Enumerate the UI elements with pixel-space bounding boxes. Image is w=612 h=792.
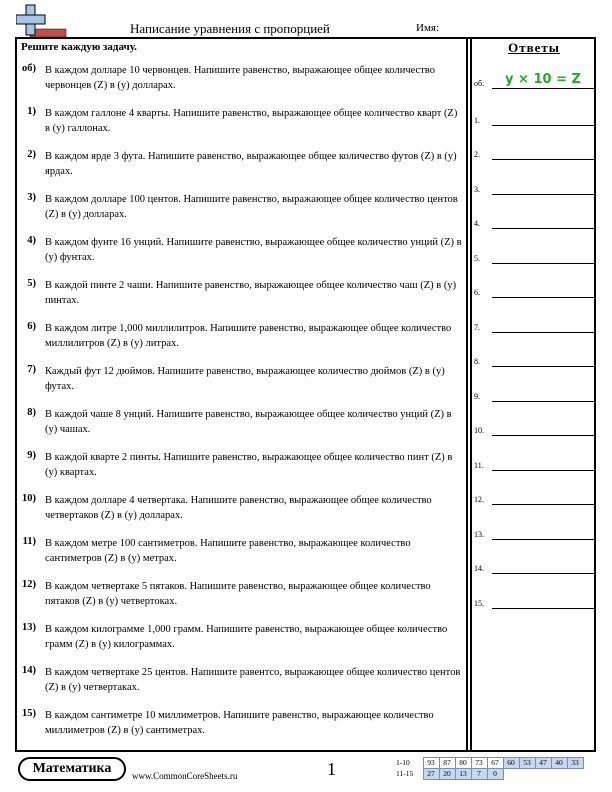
problem-number: 9)	[27, 450, 36, 461]
problem-text: В каждом долларе 4 четвертака. Напишите равенство, выражающее общее количество четвертаков (Z) в (y) долларах.	[45, 495, 432, 521]
score-row	[396, 769, 583, 780]
answer-line	[492, 88, 594, 89]
score-cell: 60	[503, 758, 519, 769]
score-cell: 20	[439, 769, 455, 780]
answer-label: 14.	[474, 564, 484, 573]
answer-label: 10.	[474, 426, 484, 435]
problem-item	[18, 192, 466, 228]
problem-number: 6)	[27, 321, 36, 332]
answer-example-label: об.	[474, 79, 485, 88]
answer-row	[474, 388, 594, 402]
problem-item	[18, 536, 466, 572]
answer-row	[474, 457, 594, 471]
problem-number: об)	[22, 63, 36, 74]
answer-label: 11.	[474, 461, 484, 470]
answer-blank[interactable]	[492, 125, 594, 126]
answer-row	[474, 215, 594, 229]
answer-blank[interactable]	[492, 470, 594, 471]
score-cell: 47	[535, 758, 551, 769]
problem-number: 4)	[27, 235, 36, 246]
answer-row	[474, 250, 594, 264]
problem-item	[18, 235, 466, 271]
problem-text: В каждом килограмме 1,000 грамм. Напишите равенство, выражающее общее количество грамм (Z) в (y) килограммах.	[45, 624, 448, 650]
answer-label: 6.	[474, 288, 480, 297]
problem-number: 5)	[27, 278, 36, 289]
problem-number: 15)	[22, 708, 36, 719]
answer-label: 12.	[474, 495, 484, 504]
answer-blank[interactable]	[492, 539, 594, 540]
problem-text: В каждом четвертаке 25 центов. Напишите равентсо, выражающее общее количество центов (Z) в (y) четвертаках.	[45, 667, 461, 693]
problem-text: В каждом четвертаке 5 пятаков. Напишите равенство, выражающее общее количество пятаков (Z) в (y) четвертоках.	[45, 581, 431, 607]
problem-item	[18, 364, 466, 400]
name-label: Имя:	[416, 22, 440, 34]
page-title: Написание уравнения с пропорцией	[130, 21, 330, 36]
score-cell: 73	[471, 758, 487, 769]
answer-blank[interactable]	[492, 608, 594, 609]
problem-item	[18, 278, 466, 314]
score-cell: 53	[519, 758, 535, 769]
problem-item	[18, 665, 466, 701]
problem-text: В каждом фунте 16 унций. Напишите равенство, выражающее общее количество унций (Z) в (y) фунтах.	[45, 237, 462, 263]
problem-number: 8)	[27, 407, 36, 418]
page-number: 1	[327, 759, 336, 779]
score-table	[396, 757, 584, 780]
answer-label: 9.	[474, 392, 480, 401]
problem-number: 3)	[27, 192, 36, 203]
answer-row	[474, 422, 594, 436]
problem-text: В каждом ярде 3 фута. Напишите равенство, выражающее общее количество футов (Z) в (y) ярдах.	[45, 151, 457, 177]
score-cell: 40	[551, 758, 567, 769]
score-cell: 87	[439, 758, 455, 769]
answer-label: 2.	[474, 150, 480, 159]
answer-row	[474, 181, 594, 195]
score-cell: 7	[471, 769, 487, 780]
answer-blank[interactable]	[492, 504, 594, 505]
problem-item	[18, 622, 466, 658]
answer-label: 3.	[474, 185, 480, 194]
problem-item	[18, 708, 466, 744]
problem-text: В каждой пинте 2 чаши. Напишите равенство, выражающее общее количество чаш (Z) в (y) пинтах.	[45, 280, 457, 306]
plus-logo-icon	[16, 4, 70, 38]
problem-item	[18, 579, 466, 615]
problem-text: В каждом галлоне 4 кварты. Напишите равенство, выражающее общее количество кварт (Z) в (y) галлонах.	[45, 108, 458, 134]
problem-item	[18, 106, 466, 142]
answers-title: Ответы	[508, 40, 560, 55]
subject-badge: Математика	[18, 757, 126, 781]
problem-text: Каждый фут 12 дюймов. Напишите равенство, выражающее количество дюймов (Z) в (y) футах.	[45, 366, 445, 392]
score-cell: 13	[455, 769, 471, 780]
problem-item	[18, 149, 466, 185]
answer-label: 4.	[474, 219, 480, 228]
score-cell: 93	[423, 758, 439, 769]
column-divider	[466, 37, 472, 752]
problem-number: 10)	[22, 493, 36, 504]
answer-blank[interactable]	[492, 332, 594, 333]
problem-number: 14)	[22, 665, 36, 676]
answer-blank[interactable]	[492, 194, 594, 195]
answer-row	[474, 284, 594, 298]
problem-text: В каждом метре 100 сантиметров. Напишите равенство, выражающее количество сантиметров (Z) в (y) метрах.	[45, 538, 411, 564]
score-cell: 0	[487, 769, 503, 780]
answer-label: 15.	[474, 599, 484, 608]
site-url: www.CommonCoreSheets.ru	[132, 771, 238, 781]
answer-blank[interactable]	[492, 401, 594, 402]
answer-example-row	[474, 72, 594, 89]
answer-row	[474, 595, 594, 609]
problem-text: В каждом литре 1,000 миллилитров. Напишите равенство, выражающее общее количество миллилитров (Z) в (y) литрах.	[45, 323, 452, 349]
problem-text: В каждой кварте 2 пинты. Напишите равенство, выражающее общее количество пинт (Z) в (y) квартах.	[45, 452, 453, 478]
problem-text: В каждом долларе 10 червонцев. Напишите равенство, выражающее общее количество червонцев (Z) в (y) долларах.	[45, 65, 435, 91]
answer-example-value: y × 10 = Z	[505, 72, 581, 87]
problem-item	[18, 321, 466, 357]
answer-blank[interactable]	[492, 435, 594, 436]
answer-blank[interactable]	[492, 297, 594, 298]
problem-text: В каждом сантиметре 10 миллиметров. Напишите равенство, выражающее количество миллиметров (Z) в (y) сантиметрах.	[45, 710, 434, 736]
answer-label: 13.	[474, 530, 484, 539]
score-cell: 27	[423, 769, 439, 780]
score-cell: 67	[487, 758, 503, 769]
answer-row	[474, 560, 594, 574]
answer-row	[474, 353, 594, 367]
problem-text: В каждом долларе 100 центов. Напишите равенство, выражающее общее количество центов (Z) в (y) долларах.	[45, 194, 458, 220]
answer-row	[474, 491, 594, 505]
score-row-label: 1-10	[396, 758, 410, 767]
answer-label: 1.	[474, 116, 480, 125]
answer-label: 5.	[474, 254, 480, 263]
answer-blank[interactable]	[492, 366, 594, 367]
problem-item	[18, 407, 466, 443]
answer-label: 8.	[474, 357, 480, 366]
problem-number: 13)	[22, 622, 36, 633]
answer-row	[474, 112, 594, 126]
problem-number: 7)	[27, 364, 36, 375]
problem-number: 2)	[27, 149, 36, 160]
answer-row	[474, 319, 594, 333]
problem-number: 12)	[22, 579, 36, 590]
instructions: Решите каждую задачу.	[21, 41, 137, 53]
score-cell: 80	[455, 758, 471, 769]
example-problem	[18, 63, 466, 99]
problem-text: В каждой чаше 8 унций. Напишите равенство, выражающее общее количество унций (Z) в (y) чашах.	[45, 409, 452, 435]
answer-blank[interactable]	[492, 573, 594, 574]
answer-blank[interactable]	[492, 159, 594, 160]
problem-item	[18, 450, 466, 486]
problem-item	[18, 493, 466, 529]
score-cell: 33	[567, 758, 583, 769]
answer-row	[474, 526, 594, 540]
score-row	[396, 758, 583, 769]
problem-number: 11)	[22, 536, 36, 547]
answer-row	[474, 146, 594, 160]
score-row-label: 11-15	[396, 769, 414, 778]
answer-label: 7.	[474, 323, 480, 332]
problem-number: 1)	[27, 106, 36, 117]
answer-blank[interactable]	[492, 228, 594, 229]
answer-blank[interactable]	[492, 263, 594, 264]
